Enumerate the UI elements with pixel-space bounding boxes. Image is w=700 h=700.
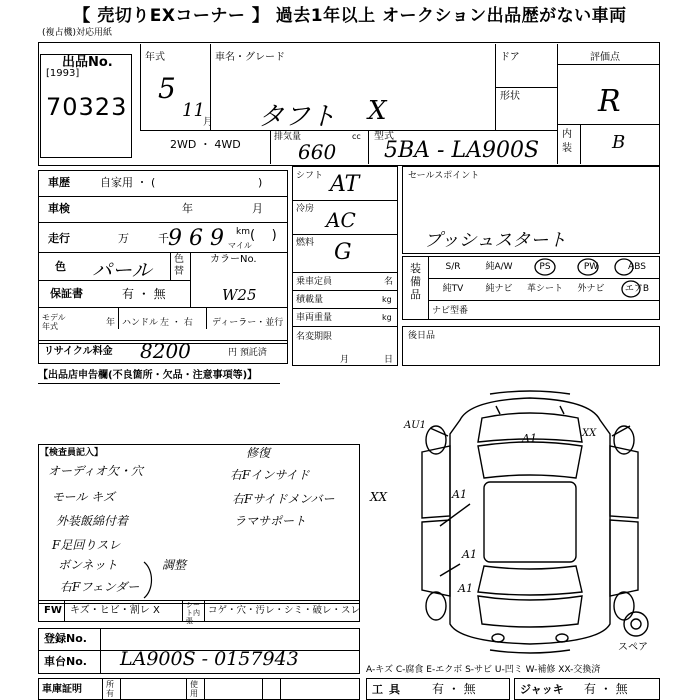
color-no-value: W25 — [222, 286, 257, 304]
after-day-box — [402, 326, 660, 366]
model-year-unit: 年 — [106, 318, 116, 328]
car-name-value: タフト — [258, 102, 337, 132]
equipment-item: 純A/W — [485, 262, 513, 272]
history-options: 自家用 ・ ( — [100, 176, 156, 189]
note-left-2: モール キズ — [52, 490, 115, 504]
note-right-xx: XX — [370, 490, 388, 504]
weight-unit: kg — [382, 313, 392, 322]
aircon-label: 冷房 — [296, 204, 315, 214]
capacity-label: 乗車定員 — [296, 277, 333, 287]
note-left-1: オーディオ欠・穴 — [48, 464, 144, 478]
year-month-unit: 月 — [203, 117, 213, 128]
note-right-2: 右Fサイドメンバー — [232, 492, 335, 506]
seat-text: コゲ・穴・汚レ・シミ・破レ・スレ — [208, 605, 361, 616]
color-no-label: カラーNo. — [210, 254, 257, 265]
nav-model-label: ナビ型番 — [432, 306, 469, 316]
note-adjust: 調整 — [162, 558, 187, 572]
mileage-value: 9 6 9 — [168, 226, 224, 251]
inspector-label: 【検査員記入】 — [40, 448, 104, 458]
equipment-circles — [428, 256, 660, 300]
mileage-km-unit: km — [236, 227, 250, 237]
drive-options: 2WD ・ 4WD — [170, 138, 241, 151]
name-change-label: 名変期限 — [296, 332, 333, 342]
equipment-item: 革シート — [526, 284, 563, 294]
warranty-label: 保証書 — [50, 287, 83, 300]
spare-label: スペア — [618, 642, 648, 653]
chassis-value: LA900S - 0157943 — [120, 648, 299, 670]
handle-label: ハンドル — [122, 318, 159, 328]
fuel-value: G — [334, 240, 352, 265]
note-right-1: 右Fインサイド — [230, 468, 310, 482]
note-left-3: 外装飯綿付着 — [56, 514, 129, 528]
interior-label: 内装 — [562, 129, 572, 154]
note-left-5: ボンネット — [58, 558, 118, 572]
note-right-3: ラマサポート — [234, 514, 307, 528]
tools-label: 工具 — [372, 683, 406, 696]
year-month: 11 — [182, 100, 205, 121]
fw-label: FW — [44, 605, 62, 616]
cert-owner: 所有 — [106, 680, 114, 698]
jack-options: 有 ・ 無 — [584, 682, 628, 696]
model-label: 型式 — [374, 131, 394, 142]
model-value: 5BA - LA900S — [384, 138, 540, 163]
banner-title: 【 売切りEXコーナー 】 過去1年以上 オークション出品歴がない車両 — [73, 6, 627, 26]
shape-label: 形状 — [500, 91, 520, 102]
weight-label: 車両重量 — [296, 313, 333, 323]
registration-label: 登録No. — [44, 632, 87, 645]
inspection-month-unit: 月 — [252, 202, 263, 215]
damage-legend: A-キズ C-腐食 E-エクボ S-サビ U-凹ミ W-補修 XX-交換済 — [366, 665, 601, 675]
score-value: R — [598, 84, 621, 119]
sales-point-label: セールスポイント — [408, 171, 480, 181]
car-diagram — [400, 386, 660, 658]
capacity-unit: 名 — [384, 277, 394, 287]
diagram-mark-3: XX — [582, 428, 597, 439]
shift-label: シフト — [296, 171, 324, 181]
diagram-mark-2: A1 — [522, 432, 537, 445]
recycle-unit: 円 預託済 — [228, 348, 267, 358]
equipment-item: S/R — [445, 262, 461, 272]
bracket-mark — [140, 560, 160, 600]
model-year-label: モデル年式 — [42, 313, 66, 331]
lot-year-tag: [1993] — [46, 68, 80, 79]
mileage-label: 走行 — [48, 232, 70, 245]
mileage-unit-man: 万 — [118, 232, 129, 245]
equipment-item: 外ナビ — [577, 284, 605, 294]
load-unit: kg — [382, 295, 392, 304]
warranty-options: 有 ・ 無 — [122, 287, 166, 301]
note-left-6: 右Fフェンダー — [60, 580, 140, 594]
equipment-item: エアB — [624, 284, 650, 294]
history-label: 車歴 — [48, 176, 70, 189]
shift-value: AT — [330, 172, 360, 197]
sales-point-value: プッシュスタート — [424, 230, 567, 251]
diagram-mark-4: A1 — [452, 488, 467, 501]
equipment-item: PS — [539, 262, 551, 272]
color-change-label: 色替 — [174, 254, 184, 277]
cert-use: 使用 — [190, 680, 198, 698]
tools-options: 有 ・ 無 — [432, 682, 476, 696]
declaration-label: 【出品店申告欄(不良箇所・欠品・注意事項等)】 — [38, 370, 258, 381]
color-value: パール — [92, 258, 152, 282]
history-close: ) — [258, 176, 263, 189]
mileage-unit-sen: 千 — [158, 232, 169, 245]
chassis-label: 車台No. — [44, 655, 87, 668]
door-label: ドア — [500, 52, 520, 63]
repair-label: 修復 — [246, 446, 271, 460]
interior-value: B — [612, 132, 626, 153]
dealer-label: ディーラー・並行 — [212, 318, 284, 328]
color-label: 色 — [55, 260, 66, 273]
year-value: 5 — [158, 72, 176, 105]
after-day-label: 後日品 — [408, 331, 436, 341]
displacement-value: 660 — [298, 140, 337, 164]
handle-options: 左 ・ 右 — [160, 318, 193, 328]
mileage-mile-unit: マイル — [228, 241, 252, 250]
load-label: 積載量 — [296, 295, 324, 305]
name-change-day: 日 — [384, 355, 394, 365]
equipment-item: 純TV — [442, 284, 464, 294]
fw-text: キズ・ヒビ・割レ X — [70, 605, 160, 616]
equipment-label: 装備品 — [410, 262, 421, 301]
car-grade-value: X — [368, 96, 387, 126]
name-change-unit: 月 — [340, 355, 350, 365]
diagram-mark-1: AU1 — [404, 420, 427, 431]
equipment-item: 純ナビ — [485, 284, 513, 294]
recycle-value: 8200 — [140, 339, 191, 363]
cert-label: 車庫証明 — [42, 684, 82, 695]
car-name-label: 車名・グレード — [215, 52, 285, 63]
equipment-item: PW — [583, 262, 599, 272]
displacement-label: 排気量 — [274, 132, 302, 142]
score-label: 評価点 — [590, 52, 620, 63]
displacement-unit: cc — [352, 132, 361, 141]
inspection-year-unit: 年 — [182, 202, 193, 215]
jack-label: ジャッキ — [520, 683, 564, 696]
header-note: (複占機)対応用紙 — [42, 28, 113, 38]
lot-label: 出品No. — [62, 55, 113, 70]
diagram-mark-5: A1 — [462, 548, 477, 561]
note-left-4: F足回りスレ — [52, 538, 121, 552]
inspection-label: 車検 — [48, 202, 70, 215]
fuel-label: 燃料 — [296, 238, 315, 248]
equipment-item: ABS — [628, 262, 646, 272]
aircon-value: AC — [326, 208, 356, 232]
recycle-label: リサイクル料金 — [44, 346, 113, 357]
lot-number: 70323 — [46, 93, 128, 121]
diagram-mark-6: A1 — [458, 582, 473, 595]
year-label: 年式 — [145, 52, 165, 63]
seat-label: シート内張 — [186, 601, 200, 625]
